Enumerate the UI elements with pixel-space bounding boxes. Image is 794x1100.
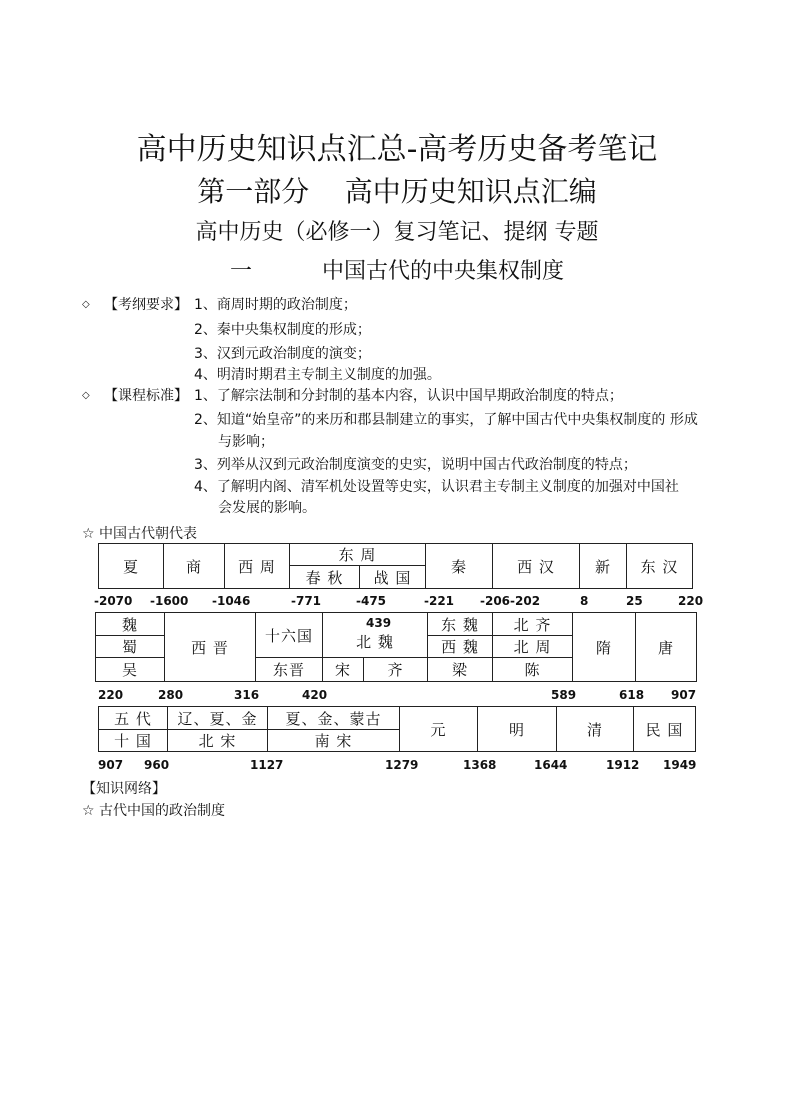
- biaozhun-tag: 【课程标准】: [104, 388, 188, 404]
- kaogang-item: 2、秦中央集权制度的形成；: [194, 322, 371, 338]
- dynasty-cell: 商: [163, 543, 225, 589]
- dynasty-cell: 北 齐: [492, 612, 573, 636]
- dynasty-cell: 陈: [492, 657, 573, 682]
- dynasty-cell: 夏、金、蒙古: [267, 706, 400, 730]
- year-label: 1912: [606, 758, 640, 772]
- topic-title: 一 中国古代的中央集权制度: [230, 259, 564, 284]
- subtitle: 高中历史（必修一）复习笔记、提纲 专题: [195, 220, 599, 245]
- year-label: 280: [158, 688, 184, 702]
- dynasty-cell: 北 周: [492, 635, 573, 658]
- year-label: -771: [291, 594, 322, 608]
- dynasty-cell: 十六国: [255, 612, 323, 658]
- year-label: 8: [580, 594, 589, 608]
- kaogang-item: 4、明清时期君主专制主义制度的加强。: [194, 367, 441, 383]
- dynasty-cell: 北 魏: [356, 632, 394, 651]
- document-title: 高中历史知识点汇总-高考历史备考笔记: [136, 132, 658, 167]
- dynasty-cell: 蜀: [95, 635, 165, 658]
- year-label: 618: [619, 688, 645, 702]
- year-label: 1644: [534, 758, 568, 772]
- year-label: 960: [144, 758, 170, 772]
- kaogang-item: 1、商周时期的政治制度；: [194, 297, 357, 313]
- dynasty-cell: 战 国: [359, 565, 426, 589]
- dynasty-cell: 北 宋: [167, 729, 268, 752]
- dynasty-cell: 梁: [427, 657, 493, 682]
- year-label: 1279: [385, 758, 419, 772]
- year-label: -206-202: [480, 594, 541, 608]
- year-label: 316: [234, 688, 260, 702]
- year-label: 589: [551, 688, 577, 702]
- kaogang-item: 3、汉到元政治制度的演变；: [194, 346, 371, 362]
- year-label: 439: [366, 616, 392, 630]
- dynasty-cell: 隋: [572, 612, 636, 682]
- dynasty-cell: 西 晋: [164, 612, 256, 682]
- dynasty-cell: 民 国: [633, 706, 696, 752]
- dynasty-cell: 西 魏: [427, 635, 493, 658]
- biaozhun-item: 3、列举从汉到元政治制度演变的史实，说明中国古代政治制度的特点；: [194, 457, 637, 473]
- biaozhun-item: 1、了解宗法制和分封制的基本内容，认识中国早期政治制度的特点；: [194, 388, 623, 404]
- kaogang-tag: 【考纲要求】: [104, 297, 188, 313]
- dynasty-cell: 夏: [98, 543, 164, 589]
- dynasty-cell: 十 国: [98, 729, 168, 752]
- part-title: 第一部分 高中历史知识点汇编: [197, 175, 597, 208]
- dynasty-cell: 东 汉: [626, 543, 693, 589]
- biaozhun-item: 会发展的影响。: [218, 500, 316, 516]
- bullet-diamond-icon: ◇: [82, 299, 90, 310]
- dynasty-cell: 东 周: [289, 543, 426, 566]
- politics-heading: ☆ 古代中国的政治制度: [82, 803, 226, 819]
- year-label: -1600: [150, 594, 189, 608]
- dynasty-cell: 明: [477, 706, 557, 752]
- year-label: -221: [424, 594, 455, 608]
- dynasty-cell: 西 汉: [492, 543, 580, 589]
- year-label: 1368: [463, 758, 497, 772]
- year-label: 907: [98, 758, 124, 772]
- dynasty-cell: 辽、夏、金: [167, 706, 268, 730]
- dynasty-cell: 清: [556, 706, 634, 752]
- year-label: 25: [626, 594, 643, 608]
- biaozhun-item: 4、了解明内阁、清军机处设置等史实，认识君主专制主义制度的加强对中国社: [194, 479, 679, 495]
- year-label: 1949: [663, 758, 697, 772]
- year-label: 1127: [250, 758, 284, 772]
- biaozhun-item: 与影响；: [218, 434, 274, 450]
- year-label: 220: [678, 594, 704, 608]
- dynasty-cell: 魏: [95, 612, 165, 636]
- dynasty-cell: 元: [399, 706, 478, 752]
- year-label: -2070: [94, 594, 133, 608]
- dynasty-cell: 春 秋: [289, 565, 360, 589]
- dynasty-cell: 吴: [95, 657, 165, 682]
- biaozhun-item: 2、知道“始皇帝”的来历和郡县制建立的事实，了解中国古代中央集权制度的 形成: [194, 412, 698, 428]
- dynasty-cell: 南 宋: [267, 729, 400, 752]
- year-label: 907: [671, 688, 697, 702]
- dynasty-cell: 东 魏: [427, 612, 493, 636]
- dynasty-cell: 宋: [322, 657, 364, 682]
- year-label: -475: [356, 594, 387, 608]
- dynasty-cell: 西 周: [224, 543, 290, 589]
- dynasty-cell: 东晋: [255, 657, 323, 682]
- year-label: 420: [302, 688, 328, 702]
- dynasty-cell: 五 代: [98, 706, 168, 730]
- year-label: -1046: [212, 594, 251, 608]
- dynasty-cell: 齐: [363, 657, 428, 682]
- bullet-diamond-icon: ◇: [82, 390, 90, 401]
- dynasty-cell: 秦: [425, 543, 493, 589]
- dynasty-cell: 新: [579, 543, 627, 589]
- year-label: 220: [98, 688, 124, 702]
- dynasty-table-heading: ☆ 中国古代朝代表: [82, 526, 198, 542]
- knowledge-network-heading: 【知识网络】: [82, 781, 166, 797]
- dynasty-cell: 唐: [635, 612, 697, 682]
